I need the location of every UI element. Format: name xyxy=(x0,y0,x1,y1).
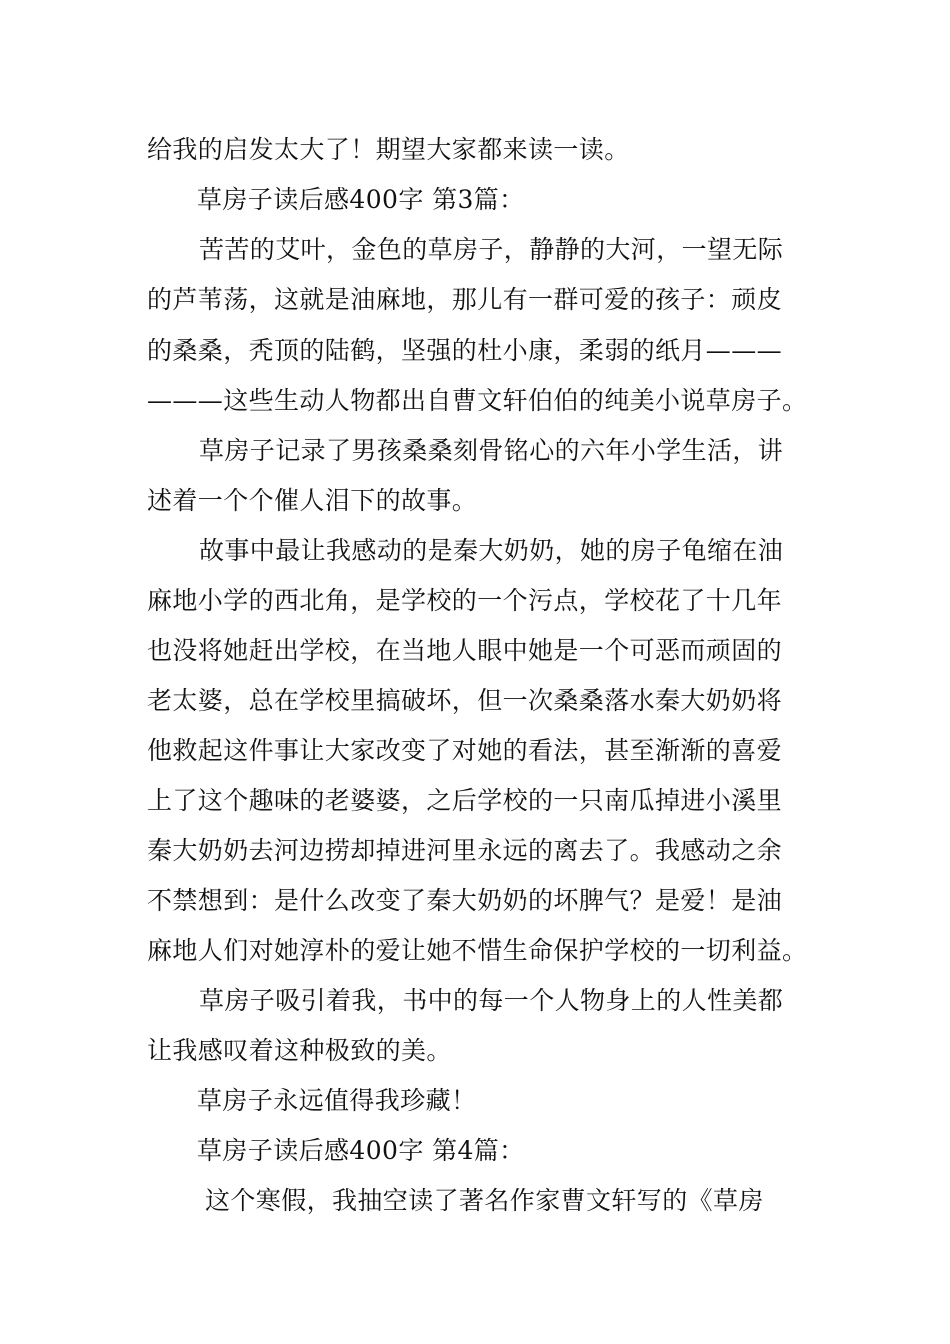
paragraph-line: ———这些生动人物都出自曹文轩伯伯的纯美小说草房子。 xyxy=(147,386,808,415)
paragraph-line: 不禁想到：是什么改变了秦大奶奶的坏脾气？是爱！是油 xyxy=(147,886,783,915)
paragraph-line: 上了这个趣味的老婆婆，之后学校的一只南瓜掉进小溪里 xyxy=(147,786,783,815)
paragraph-line: 这个寒假，我抽空读了著名作家曹文轩写的《草房 xyxy=(205,1186,764,1215)
paragraph-line: 故事中最让我感动的是秦大奶奶，她的房子龟缩在油 xyxy=(199,536,784,565)
paragraph-line: 苦苦的艾叶，金色的草房子，静静的大河，一望无际 xyxy=(199,235,784,264)
paragraph-line: 给我的启发太大了！期望大家都来读一读。 xyxy=(147,135,630,164)
paragraph-line: 的桑桑，秃顶的陆鹤，坚强的杜小康，柔弱的纸月——— xyxy=(147,336,783,365)
paragraph-line: 老太婆，总在学校里搞破坏，但一次桑桑落水秦大奶奶将 xyxy=(147,686,783,715)
paragraph-line: 让我感叹着这种极致的美。 xyxy=(147,1036,452,1065)
paragraph-line: 述着一个个催人泪下的故事。 xyxy=(147,486,478,515)
paragraph-line: 也没将她赶出学校，在当地人眼中她是一个可恶而顽固的 xyxy=(147,636,783,665)
section-heading: 草房子读后感400字 第3篇： xyxy=(197,185,525,214)
section-heading: 草房子读后感400字 第4篇： xyxy=(197,1136,525,1165)
paragraph-line: 的芦苇荡，这就是油麻地，那儿有一群可爱的孩子：顽皮 xyxy=(147,285,783,314)
paragraph-line: 草房子吸引着我，书中的每一个人物身上的人性美都 xyxy=(199,986,784,1015)
paragraph-line: 麻地小学的西北角，是学校的一个污点，学校花了十几年 xyxy=(147,586,783,615)
paragraph-line: 秦大奶奶去河边捞却掉进河里永远的离去了。我感动之余 xyxy=(147,836,783,865)
paragraph-line: 他救起这件事让大家改变了对她的看法，甚至渐渐的喜爱 xyxy=(147,736,783,765)
paragraph-line: 草房子永远值得我珍藏！ xyxy=(197,1086,477,1115)
paragraph-line: 草房子记录了男孩桑桑刻骨铭心的六年小学生活，讲 xyxy=(199,436,784,465)
paragraph-line: 麻地人们对她淳朴的爱让她不惜生命保护学校的一切利益。 xyxy=(147,936,808,965)
